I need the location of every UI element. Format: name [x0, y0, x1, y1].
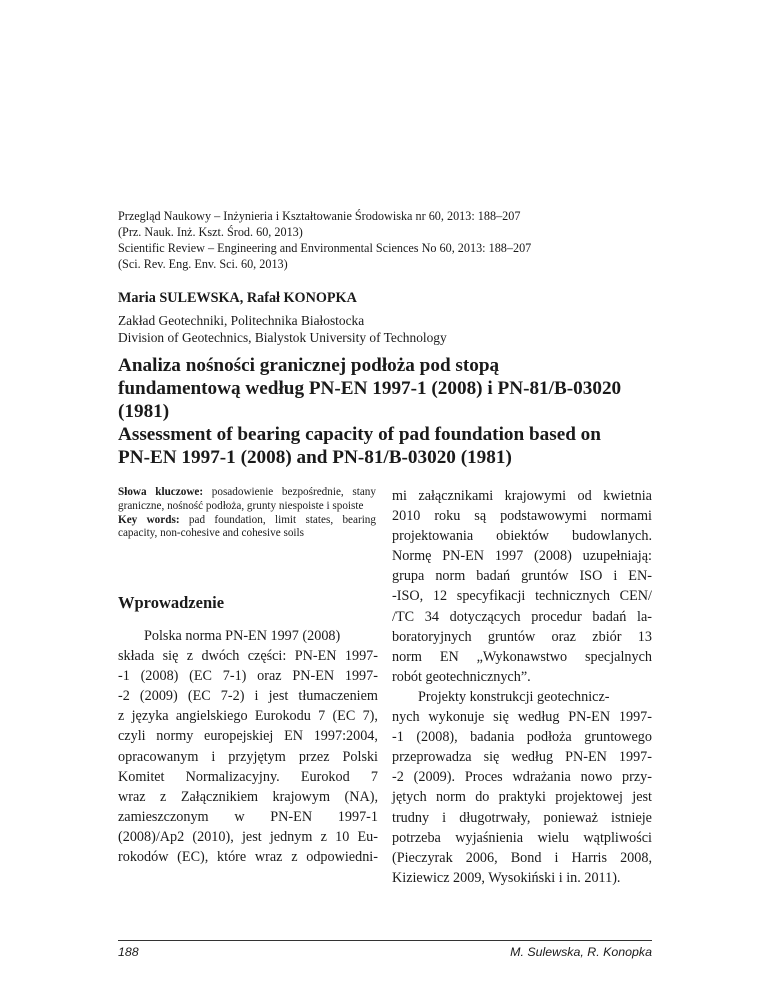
word: podłoża	[526, 729, 572, 746]
word: według	[517, 709, 560, 726]
text-line	[392, 828, 652, 848]
text-line	[118, 726, 378, 746]
journal-line: Przegląd Naukowy – Inżynieria i Kształtowanie Środowiska nr 60, 2013: 188–207	[118, 209, 521, 223]
word: projektowania	[392, 528, 474, 545]
word: z	[118, 708, 125, 725]
word: i	[613, 568, 618, 585]
word: (2009).	[413, 769, 456, 786]
word: Eurokod	[300, 768, 350, 785]
body-left-column	[118, 626, 378, 867]
word: 12	[432, 588, 448, 605]
text-line	[392, 607, 652, 627]
word: -2	[392, 769, 404, 786]
word: budowlanych.	[572, 528, 652, 545]
word: EN-	[628, 568, 652, 585]
word: specjalnych	[585, 648, 652, 665]
word: 2010	[392, 508, 421, 525]
word: się	[493, 709, 509, 726]
text-line: Kiziewicz 2009, Wysokiński i in. 2011).	[392, 869, 621, 886]
text-line	[392, 707, 652, 727]
word: jętych	[392, 789, 427, 806]
text-line	[392, 486, 652, 506]
text-line	[392, 506, 652, 526]
word: są	[474, 508, 487, 525]
word: PN-EN	[292, 668, 335, 685]
word: la-	[637, 608, 652, 625]
word: Eu-	[357, 828, 378, 845]
word: (2010),	[192, 828, 234, 845]
word: trudny	[392, 809, 430, 826]
affiliation	[118, 312, 447, 346]
word: norm	[392, 648, 422, 665]
title-line: fundamentową według PN-EN 1997-1 (2008) i PN-81/B-03020	[118, 378, 622, 399]
word: (2009)	[139, 688, 178, 705]
journal-line: (Prz. Nauk. Inż. Kszt. Środ. 60, 2013)	[118, 225, 303, 239]
word: (EC	[187, 688, 211, 705]
word: grupa	[392, 568, 425, 585]
word: od	[577, 488, 592, 504]
word: 1997-1	[337, 808, 378, 825]
body-right-column	[392, 486, 652, 888]
text-line	[392, 647, 652, 667]
word: PN-EN	[565, 749, 607, 766]
word: Załącznikiem	[180, 788, 259, 805]
word: (EC),	[177, 849, 209, 866]
affiliation-line: Division of Geotechnics, Bialystok University of Technology	[118, 330, 447, 345]
text-line	[118, 767, 378, 787]
word: z	[186, 648, 194, 665]
word: -1	[392, 729, 404, 746]
word: 10	[335, 828, 350, 845]
word: jest	[241, 828, 262, 845]
journal-citation	[118, 208, 658, 272]
word: odpowiedni-	[306, 849, 378, 866]
text-line: Projekty konstrukcji geotechnicz-	[418, 688, 610, 705]
article-title	[118, 354, 658, 469]
word: według	[511, 749, 554, 766]
keywords-en	[118, 514, 376, 542]
word: 7-1)	[222, 668, 247, 685]
text-line	[392, 627, 652, 647]
text-line	[118, 646, 378, 666]
word: 13	[637, 628, 652, 645]
title-line: Analiza nośności granicznej podłoża pod stopą	[118, 355, 500, 376]
word: dwóch	[201, 648, 240, 665]
word: jest	[268, 688, 289, 705]
keywords-en-label: Key words:	[118, 513, 180, 526]
word: dotyczących	[449, 608, 521, 625]
word: 7),	[362, 708, 378, 725]
word: Eurokodu	[254, 708, 311, 725]
text-line: Polska norma PN-EN 1997 (2008)	[144, 628, 341, 644]
text-line	[118, 847, 378, 867]
text-line	[118, 807, 378, 827]
keywords-en-text: pad foundation, limit states, bearing capacity, non-cohesive and cohesive soils	[118, 513, 376, 540]
keywords-pl-label: Słowa kluczowe:	[118, 486, 204, 498]
word: przeprowadza	[392, 749, 472, 766]
word: ponieważ	[543, 809, 598, 826]
text-line	[392, 747, 652, 767]
text-line	[392, 526, 652, 546]
word: 1997-	[344, 668, 378, 685]
word: -1	[118, 668, 130, 685]
word: składa	[118, 648, 155, 665]
word: Normę	[392, 548, 432, 565]
footer-divider	[118, 940, 652, 941]
word: procedur	[531, 608, 582, 625]
word: 1997-	[344, 648, 378, 665]
word: „Wykonawstwo	[476, 648, 568, 665]
word: normami	[600, 508, 652, 525]
word: przy-	[622, 769, 652, 786]
word: podstawowymi	[500, 508, 587, 525]
word: z	[291, 849, 298, 866]
text-line	[118, 827, 378, 847]
word: wątpliwości	[583, 829, 652, 846]
word: jednym	[269, 828, 313, 845]
text-line	[118, 666, 378, 686]
word: mi	[392, 488, 407, 504]
word: oraz	[551, 628, 576, 645]
word: wyjaśnienia	[455, 829, 524, 846]
word: zamieszczonym	[118, 808, 209, 825]
word: PN-EN	[568, 709, 611, 726]
word: Harris	[571, 849, 608, 866]
word: (Pieczyrak	[392, 849, 453, 866]
word: gruntowego	[584, 729, 652, 746]
word: potrzeba	[392, 829, 441, 846]
word: 1997	[494, 548, 524, 565]
word: Polski	[342, 748, 378, 765]
text-line	[118, 747, 378, 767]
word: tłumaczeniem	[298, 688, 378, 705]
running-head: M. Sulewska, R. Konopka	[510, 945, 652, 959]
word: wraz	[254, 849, 283, 866]
word: i	[442, 809, 447, 826]
keywords-pl	[118, 486, 376, 514]
word: wdrażania	[512, 769, 571, 786]
word: które	[217, 849, 247, 866]
word: gruntów	[521, 568, 569, 585]
word: załącznikami	[418, 488, 494, 504]
word: 2008,	[620, 849, 652, 866]
word: angielskiego	[175, 708, 248, 725]
word: oraz	[257, 668, 282, 685]
journal-line: (Sci. Rev. Eng. Env. Sci. 60, 2013)	[118, 257, 288, 271]
word: (2008)	[534, 548, 572, 565]
word: części:	[247, 648, 287, 665]
word: -2	[118, 688, 130, 705]
word: PN-EN	[294, 648, 337, 665]
text-line	[118, 787, 378, 807]
text-line	[392, 767, 652, 787]
word: wielu	[537, 829, 569, 846]
word: CEN/	[619, 588, 652, 605]
text-line	[392, 848, 652, 868]
text-line	[392, 808, 652, 828]
word: języka	[131, 708, 169, 725]
word: 1997-	[618, 749, 652, 766]
keywords	[118, 486, 376, 541]
word: jest	[632, 789, 652, 806]
word: (EC	[332, 708, 356, 725]
word: Normalizacyjny.	[185, 768, 280, 785]
word: roku	[434, 508, 461, 525]
word: uzupełniają:	[582, 548, 652, 565]
word: 1997-	[618, 709, 652, 726]
word: boratoryjnych	[392, 628, 472, 645]
word: 7	[370, 768, 378, 785]
word: (EC	[189, 668, 213, 685]
word: istnieje	[611, 809, 652, 826]
word: z	[320, 828, 327, 845]
word: zbiór	[592, 628, 622, 645]
affiliation-line: Zakład Geotechniki, Politechnika Białostocka	[118, 313, 365, 328]
word: z	[160, 788, 167, 805]
word: i	[254, 688, 259, 705]
word: europejskiej	[204, 728, 274, 745]
word: nych	[392, 709, 420, 726]
word: kwietnia	[603, 488, 652, 504]
word: przez	[298, 748, 330, 765]
text-line	[118, 706, 378, 726]
word: (2008)	[140, 668, 179, 685]
word: specyfikacji	[456, 588, 526, 605]
word: 34	[424, 608, 439, 625]
page-number: 188	[118, 945, 139, 959]
word: się	[483, 749, 500, 766]
keywords-pl-text: posadowienie bezpośrednie, stany graniczne, nośność podłoża, grunty niespoiste i spoiste	[118, 486, 376, 512]
word: się	[162, 648, 179, 665]
text-line	[392, 787, 652, 807]
word: obiektów	[496, 528, 549, 545]
journal-line: Scientific Review – Engineering and Environmental Sciences No 60, 2013: 188–207	[118, 241, 532, 255]
word: w	[234, 808, 245, 825]
word: norm	[435, 789, 466, 806]
word: EN	[284, 728, 303, 745]
word: krajowym	[272, 788, 331, 805]
word: projektowej	[555, 789, 623, 806]
text-line	[392, 586, 652, 606]
word: 2006,	[465, 849, 498, 866]
text-line	[118, 686, 378, 706]
word: 7	[318, 708, 326, 725]
word: przyjętym	[228, 748, 286, 765]
word: Proces	[464, 769, 503, 786]
title-line: PN-EN 1997-1 (2008) and PN-81/B-03020 (1981)	[118, 447, 512, 468]
word: Komitet	[118, 768, 165, 785]
word: gruntów	[487, 628, 536, 645]
title-line: (1981)	[118, 401, 170, 422]
word: badania	[470, 729, 515, 746]
word: ISO	[579, 568, 603, 585]
word: 1997:2004,	[313, 728, 378, 745]
word: 7-2)	[220, 688, 245, 705]
word: (2008)/Ap2	[118, 828, 185, 845]
word: badań	[592, 608, 627, 625]
word: rokodów	[118, 849, 169, 866]
word: i	[554, 849, 559, 866]
word: (NA),	[344, 788, 378, 805]
word: badań	[476, 568, 511, 585]
word: do	[475, 789, 490, 806]
word: wykonuje	[428, 709, 485, 726]
title-line: Assessment of bearing capacity of pad foundation based on	[118, 424, 601, 445]
word: praktyki	[498, 789, 546, 806]
word: wraz	[118, 788, 146, 805]
section-heading: Wprowadzenie	[118, 593, 225, 612]
word: -ISO,	[392, 588, 424, 605]
word: czyli	[118, 728, 146, 745]
word: Bond	[510, 849, 542, 866]
word: PN-EN	[270, 808, 313, 825]
word: i	[211, 748, 216, 765]
text-line	[392, 546, 652, 566]
word: nowo	[580, 769, 613, 786]
word: PN-EN	[442, 548, 484, 565]
text-line: robót geotechnicznych”.	[392, 668, 531, 685]
word: /TC	[392, 608, 415, 625]
word: EN	[439, 648, 459, 665]
word: normy	[156, 728, 194, 745]
word: (2008),	[416, 729, 458, 746]
text-line	[392, 566, 652, 586]
word: krajowymi	[504, 488, 567, 504]
word: opracowanym	[118, 748, 199, 765]
word: długotrwały,	[459, 809, 531, 826]
word: technicznych	[535, 588, 610, 605]
authors: Maria SULEWSKA, Rafał KONOPKA	[118, 290, 357, 306]
word: norm	[435, 568, 466, 585]
text-line	[392, 727, 652, 747]
